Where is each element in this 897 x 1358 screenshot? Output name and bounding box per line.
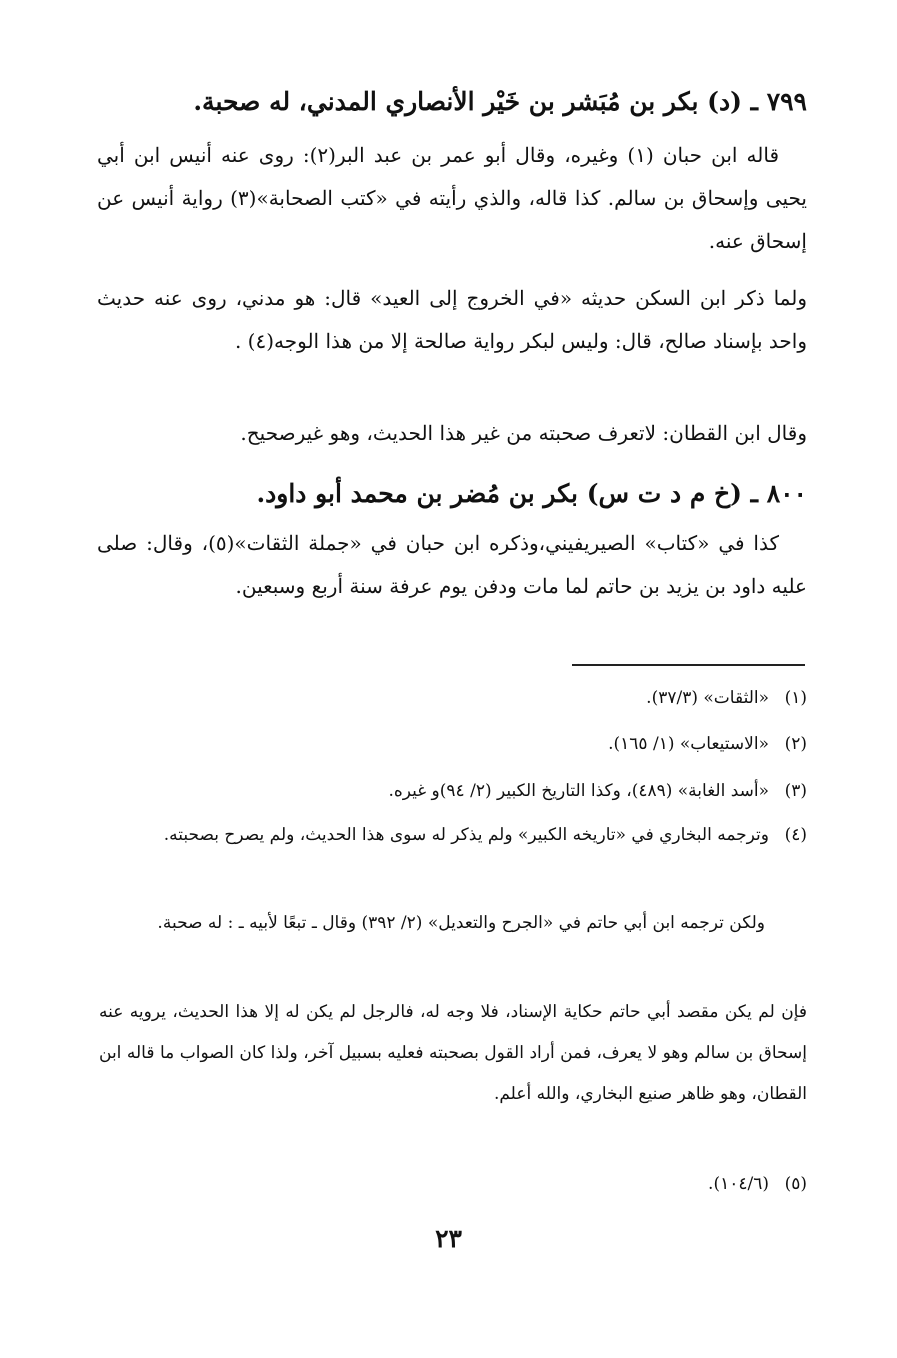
footnote-number: (٤) bbox=[784, 825, 807, 845]
paragraph: كذا في «كتاب» الصيريفيني،وذكره ابن حبان في «جملة الثقات»(٥)، وقال: صلى عليه داود بن يزيد بن حاتم لما مات ودفن يوم عرفة سنة أربع وسبعين. bbox=[97, 531, 807, 598]
footnote-text: ولكن ترجمه ابن أبي حاتم في «الجرح والتعديل» (٢/ ٣٩٢) وقال ـ تبعًا لأبيه ـ : له صحبة. bbox=[157, 913, 765, 933]
footnote-number: (٣) bbox=[784, 781, 807, 801]
footnote-text: «الاستيعاب» (١/ ١٦٥). bbox=[608, 734, 769, 754]
paragraph: وقال ابن القطان: لاتعرف صحبته من غير هذا الحديث، وهو غيرصحيح. bbox=[240, 421, 807, 445]
paragraph: قاله ابن حبان (١) وغيره، وقال أبو عمر بن عبد البر(٢): روى عنه أنيس ابن أبي يحيى وإسحاق بن سالم. كذا قاله، والذي رأيته في «كتب الصحابة»(٣) رواية أنيس عن إسحاق عنه. bbox=[97, 143, 807, 253]
footnote-4-continuation bbox=[99, 903, 807, 944]
entry-heading: ٨٠٠ ـ (خ م د ت س) بكر بن مُضر بن محمد أبو داود. bbox=[256, 479, 807, 508]
entry-799-body bbox=[97, 134, 807, 263]
footnote-number: (٢) bbox=[784, 734, 807, 754]
footnote-text: «الثقات» (٣٧/٣). bbox=[646, 688, 769, 708]
entry-799-body-3 bbox=[97, 412, 807, 455]
footnote-2 bbox=[99, 724, 807, 765]
footnote-text: فإن لم يكن مقصد أبي حاتم حكاية الإسناد، فلا وجه له، فالرجل لم يكن له إلا هذا الحديث، يرويه عنه إسحاق بن سالم وهو لا يعرف، فمن أراد القول بصحبته فعليه بسبيل آخر، ولذا كان الصواب ما قاله ابن القطان، وهو ظاهر صنيع البخاري، والله أعلم. bbox=[99, 1002, 807, 1104]
entry-800 bbox=[97, 474, 807, 514]
footnote-4 bbox=[99, 815, 807, 856]
footnote-number: (١) bbox=[784, 688, 807, 708]
footnote-3 bbox=[99, 771, 807, 812]
entry-heading: ٧٩٩ ـ (د) بكر بن مُبَشر بن خَيْر الأنصاري المدني، له صحبة. bbox=[193, 87, 807, 116]
footnote-rule bbox=[572, 664, 805, 666]
entry-800-body bbox=[97, 522, 807, 608]
footnote-text: «أسد الغابة» (٤٨٩)، وكذا التاريخ الكبير (٢/ ٩٤)و غيره. bbox=[388, 781, 769, 801]
footnote-text: وترجمه البخاري في «تاريخه الكبير» ولم يذكر له سوى هذا الحديث، ولم يصرح بصحبته. bbox=[163, 825, 769, 845]
entry-799-body-2 bbox=[97, 277, 807, 363]
footnote-number: (٥) bbox=[784, 1174, 807, 1194]
footnote-text: (١٠٤/٦). bbox=[708, 1174, 769, 1194]
paragraph: ولما ذكر ابن السكن حديثه «في الخروج إلى العيد» قال: هو مدني، روى عنه حديث واحد بإسناد صالح، قال: وليس لبكر رواية صالحة إلا من هذا الوجه(٤) . bbox=[97, 286, 807, 353]
footnote-5 bbox=[99, 1164, 807, 1205]
footnote-1 bbox=[99, 678, 807, 719]
entry-799 bbox=[97, 82, 807, 122]
page-number: ٢٣ bbox=[435, 1224, 462, 1253]
footnote-4-commentary bbox=[99, 992, 807, 1115]
